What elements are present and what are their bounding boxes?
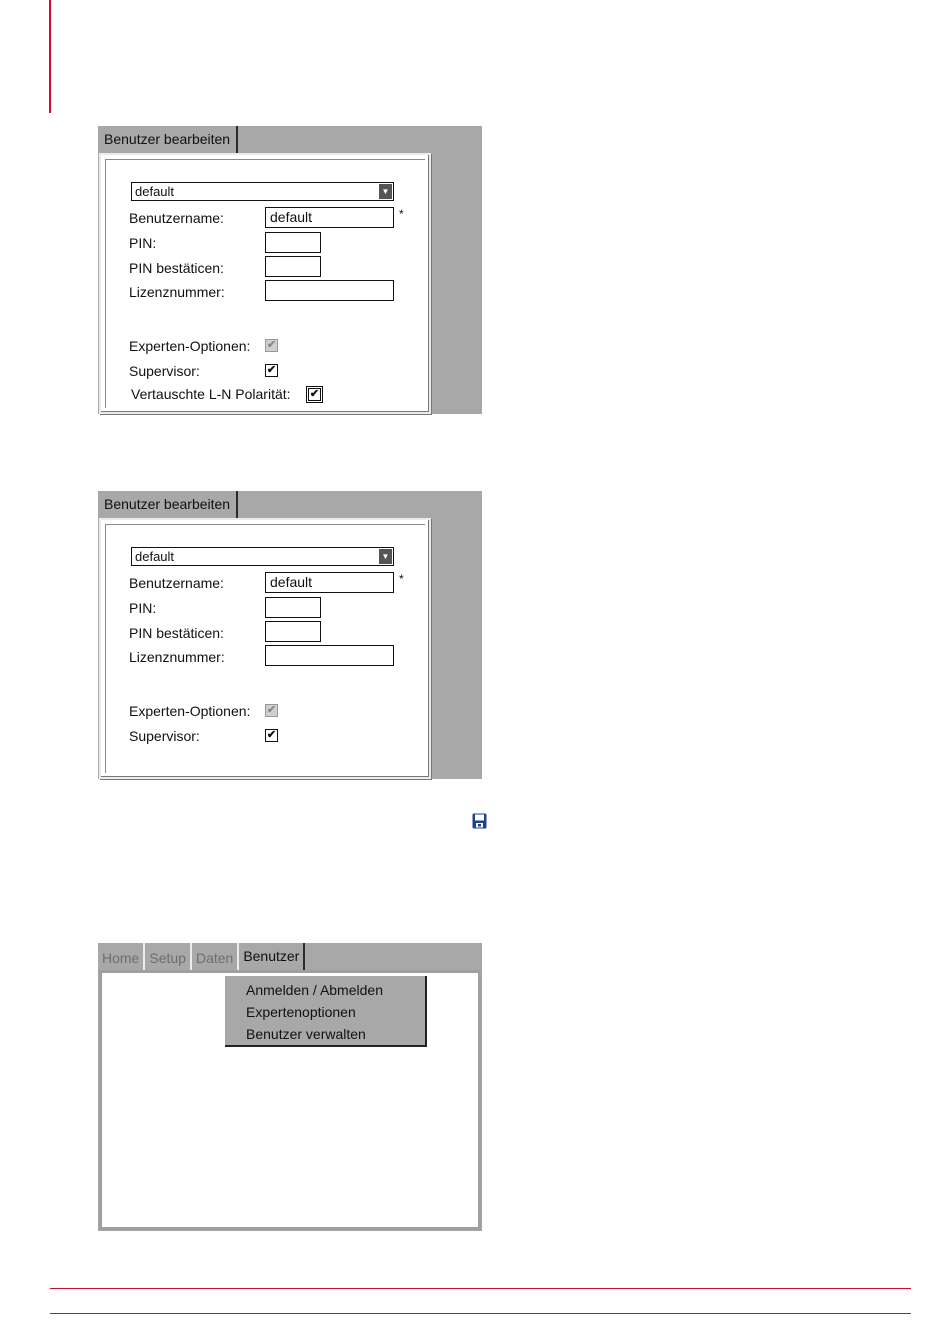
footer-divider-bottom [50,1313,911,1314]
menu-item-expert-options[interactable]: Expertenoptionen [246,1004,356,1020]
required-marker: * [399,207,404,221]
tab-daten[interactable]: Daten [192,943,239,970]
menu-item-login-logout[interactable]: Anmelden / Abmelden [246,982,383,998]
edit-user-form [99,518,431,779]
username-field[interactable]: default [265,572,394,593]
tab-home[interactable]: Home [98,943,145,970]
menu-content-area [99,970,481,1230]
pin-confirm-field[interactable] [265,621,321,642]
pin-label: PIN: [129,235,157,251]
tab-setup[interactable]: Setup [145,943,192,970]
chevron-down-icon[interactable]: ▼ [379,549,392,564]
pin-label: PIN: [129,600,157,616]
license-label: Lizenznummer: [129,649,225,665]
edit-user-screen-1 [98,126,482,414]
expert-options-checkbox: ✔ [266,339,277,351]
chevron-down-icon[interactable]: ▼ [379,184,392,199]
polarity-label: Vertauschte L-N Polarität: [131,386,291,402]
user-dropdown-menu [225,976,427,1047]
tab-benutzer[interactable]: Benutzer [239,943,305,970]
license-field[interactable] [265,645,394,666]
supervisor-checkbox[interactable]: ✔ [266,729,277,741]
save-icon[interactable] [472,813,487,829]
expert-options-checkbox: ✔ [266,704,277,716]
username-label: Benutzername: [129,210,224,226]
main-tab-bar [98,943,305,970]
expert-options-label: Experten-Optionen: [129,338,251,354]
pin-confirm-label: PIN bestäticen: [129,625,224,641]
supervisor-checkbox[interactable]: ✔ [266,364,277,376]
edit-user-screen-2 [98,491,482,779]
tab-edit-user[interactable]: Benutzer bearbeiten [98,126,238,153]
pin-confirm-label: PIN bestäticen: [129,260,224,276]
pin-confirm-field[interactable] [265,256,321,277]
expert-options-label: Experten-Optionen: [129,703,251,719]
menu-item-manage-users[interactable]: Benutzer verwalten [246,1026,366,1042]
required-marker: * [399,572,404,586]
user-select-value: default [135,184,175,199]
tab-edit-user[interactable]: Benutzer bearbeiten [98,491,238,518]
footer-divider-top [50,1288,911,1289]
user-menu-screen [98,943,482,1231]
license-field[interactable] [265,280,394,301]
license-label: Lizenznummer: [129,284,225,300]
pin-field[interactable] [265,597,321,618]
user-select-dropdown[interactable] [131,182,394,201]
user-select-dropdown[interactable] [131,547,394,566]
supervisor-label: Supervisor: [129,363,200,379]
username-label: Benutzername: [129,575,224,591]
polarity-checkbox[interactable]: ✔ [309,388,320,400]
pin-field[interactable] [265,232,321,253]
user-select-value: default [135,549,175,564]
supervisor-label: Supervisor: [129,728,200,744]
margin-marker-line [49,0,51,113]
username-field[interactable]: default [265,207,394,228]
edit-user-form [99,153,431,414]
